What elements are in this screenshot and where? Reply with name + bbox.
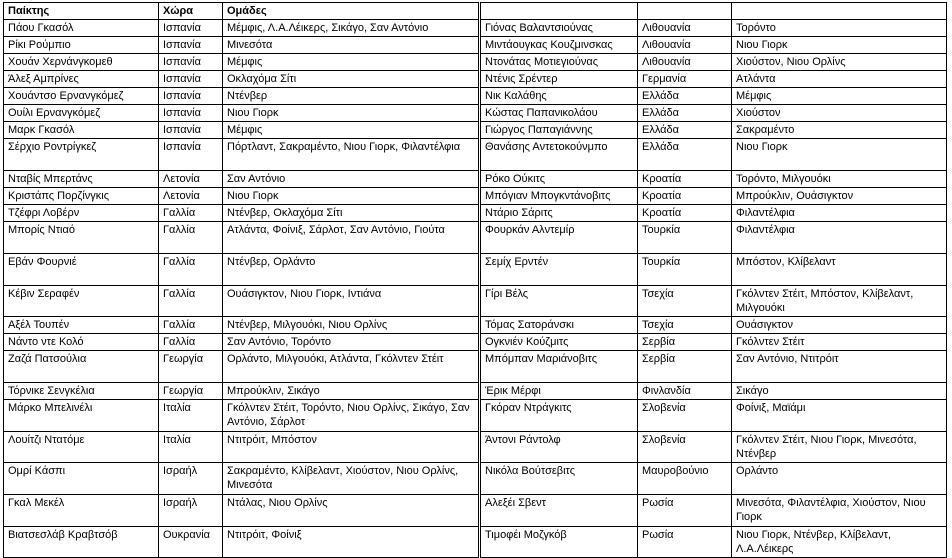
- player-country: Κροατία: [638, 188, 732, 205]
- table-row: [4, 222, 947, 254]
- table-row: [4, 20, 947, 37]
- player-name: Ρίκι Ρούμπιο: [4, 37, 159, 54]
- player-name: Τόρνικε Σενγκέλια: [4, 383, 159, 400]
- player-country: Ουκρανία: [159, 527, 223, 558]
- player-name: Μπόμπαν Μαριάνοβιτς: [481, 351, 638, 383]
- player-country: Ισραήλ: [159, 463, 223, 495]
- player-teams: Σικάγο: [732, 383, 947, 400]
- player-name: Έρικ Μέρφι: [481, 383, 638, 400]
- player-name: Ντένις Σρέντερ: [481, 71, 638, 88]
- table-row: [4, 495, 947, 527]
- player-country: Γαλλία: [159, 205, 223, 222]
- player-teams: Νιου Γιορκ: [223, 188, 479, 205]
- player-name: Τόμας Σατοράνσκι: [481, 317, 638, 334]
- player-teams: Νιου Γιορκ, Ντένβερ, Κλίβελαντ, Λ.Α.Λέικερς: [732, 527, 947, 558]
- player-name: Γκόραν Ντράγκιτς: [481, 400, 638, 432]
- header-teams: Ομάδες: [223, 3, 479, 20]
- table-row: [4, 527, 947, 558]
- table-row: [4, 334, 947, 351]
- player-name: Χουάντσο Ερνανγκόμεζ: [4, 88, 159, 105]
- player-name: Μαρκ Γκασόλ: [4, 122, 159, 139]
- player-name: Πάου Γκασόλ: [4, 20, 159, 37]
- header-country-right: [638, 3, 732, 20]
- header-row: [4, 3, 947, 20]
- player-country: Ιταλία: [159, 432, 223, 463]
- player-country: Ισπανία: [159, 122, 223, 139]
- player-teams: Φιλαντέλφια: [732, 222, 947, 254]
- player-teams: Φιλαντέλφια: [732, 205, 947, 222]
- player-country: Ελλάδα: [638, 105, 732, 122]
- table-body: [4, 3, 947, 558]
- table-row: [4, 351, 947, 383]
- player-name: Ογκνιέν Κούζμιτς: [481, 334, 638, 351]
- player-teams: Ντιτρόιτ, Μπόστον: [223, 432, 479, 463]
- player-country: Τσεχία: [638, 286, 732, 317]
- player-name: Ομρί Κάσπι: [4, 463, 159, 495]
- player-country: Ελλάδα: [638, 122, 732, 139]
- player-teams: Ντένβερ, Οκλαχόμα Σίτι: [223, 205, 479, 222]
- player-name: Θανάσης Αντετοκούνμπο: [481, 139, 638, 171]
- player-teams: Πόρτλαντ, Σακραμέντο, Νιου Γιορκ, Φιλαντέλφια: [223, 139, 479, 171]
- player-name: Γίρι Βέλς: [481, 286, 638, 317]
- table-row: [4, 400, 947, 432]
- player-teams: Χιούστον, Νιου Ορλίνς: [732, 54, 947, 71]
- player-country: Γεωργία: [159, 351, 223, 383]
- player-country: Σερβία: [638, 351, 732, 383]
- player-name: Μπόγιαν Μπογκντάνοβιτς: [481, 188, 638, 205]
- player-country: Ιταλία: [159, 400, 223, 432]
- player-country: Ελλάδα: [638, 139, 732, 171]
- table-row: [4, 105, 947, 122]
- player-teams: Σακραμέντο: [732, 122, 947, 139]
- player-name: Σέρχιο Ροντρίγκεζ: [4, 139, 159, 171]
- player-teams: Μπρούκλιν, Ουάσιγκτον: [732, 188, 947, 205]
- player-name: Άντονι Ράντολφ: [481, 432, 638, 463]
- player-country: Γεωργία: [159, 383, 223, 400]
- player-country: Ελλάδα: [638, 88, 732, 105]
- player-name: Μάρκο Μπελινέλι: [4, 400, 159, 432]
- player-teams: Ορλάντο, Μιλγουόκι, Ατλάντα, Γκόλντεν Στέιτ: [223, 351, 479, 383]
- player-teams: Μπρούκλιν, Σικάγο: [223, 383, 479, 400]
- player-teams: Ατλάντα: [732, 71, 947, 88]
- player-teams: Ουάσιγκτον: [732, 317, 947, 334]
- player-name: Τζέφρι Λοβέρν: [4, 205, 159, 222]
- player-teams: Μέμφις: [223, 54, 479, 71]
- player-name: Ρόκο Ούκιτς: [481, 171, 638, 188]
- player-name: Νταβίς Μπερτάνς: [4, 171, 159, 188]
- player-teams: Γκόλντεν Στέιτ: [732, 334, 947, 351]
- player-teams: Ντένβερ: [223, 88, 479, 105]
- player-teams: Γκόλντεν Στέιτ, Μπόστον, Κλίβελαντ, Μιλγουόκι: [732, 286, 947, 317]
- player-name: Μιντάουγκας Κουζμινσκας: [481, 37, 638, 54]
- player-teams: Γκόλντεν Στέιτ, Τορόντο, Νιου Ορλίνς, Σικάγο, Σαν Αντόνιο, Σάρλοτ: [223, 400, 479, 432]
- player-teams: Οκλαχόμα Σίτι: [223, 71, 479, 88]
- player-country: Ισπανία: [159, 37, 223, 54]
- player-country: Γερμανία: [638, 71, 732, 88]
- player-name: Χουάν Χερνάνγκομεθ: [4, 54, 159, 71]
- player-country: Ισπανία: [159, 54, 223, 71]
- player-country: Σερβία: [638, 334, 732, 351]
- player-teams: Μινεσότα, Φιλαντέλφια, Χιούστον, Νιου Γιορκ: [732, 495, 947, 527]
- player-country: Σλοβενία: [638, 400, 732, 432]
- player-country: Μαυροβούνιο: [638, 463, 732, 495]
- player-name: Κέβιν Σεραφέν: [4, 286, 159, 317]
- player-name: Γκαλ Μεκέλ: [4, 495, 159, 527]
- table-row: [4, 317, 947, 334]
- player-teams: Ντένβερ, Μιλγουόκι, Νιου Ορλίνς: [223, 317, 479, 334]
- player-country: Ισπανία: [159, 20, 223, 37]
- player-country: Κροατία: [638, 205, 732, 222]
- player-name: Ντάριο Σάριτς: [481, 205, 638, 222]
- player-teams: Σακραμέντο, Κλίβελαντ, Χιούστον, Νιου Ορλίνς, Μινεσότα: [223, 463, 479, 495]
- table-row: [4, 139, 947, 171]
- table-row: [4, 286, 947, 317]
- player-country: Ρωσία: [638, 495, 732, 527]
- player-name: Μπορίς Ντιαό: [4, 222, 159, 254]
- player-teams: Ντάλας, Νιου Ορλίνς: [223, 495, 479, 527]
- player-teams: Σαν Αντόνιο, Τορόντο: [223, 334, 479, 351]
- player-teams: Νιου Γιορκ: [732, 139, 947, 171]
- player-name: Βιατσεσλάβ Κραβτσόβ: [4, 527, 159, 558]
- player-country: Λιθουανία: [638, 20, 732, 37]
- player-name: Αλεξέι Σβεντ: [481, 495, 638, 527]
- player-country: Γαλλία: [159, 317, 223, 334]
- table-row: [4, 188, 947, 205]
- player-teams: Τορόντο, Μιλγουόκι: [732, 171, 947, 188]
- player-teams: Ντιτρόιτ, Φοίνιξ: [223, 527, 479, 558]
- player-country: Ρωσία: [638, 527, 732, 558]
- player-teams: Ατλάντα, Φοίνιξ, Σάρλοτ, Σαν Αντόνιο, Γιούτα: [223, 222, 479, 254]
- player-name: Αξέλ Τουπέν: [4, 317, 159, 334]
- player-country: Φινλανδία: [638, 383, 732, 400]
- header-country: Χώρα: [159, 3, 223, 20]
- table-row: [4, 383, 947, 400]
- player-teams: Χιούστον: [732, 105, 947, 122]
- table-row: [4, 54, 947, 71]
- player-teams: Μέμφις, Λ.Α.Λέικερς, Σικάγο, Σαν Αντόνιο: [223, 20, 479, 37]
- player-teams: Σαν Αντόνιο: [223, 171, 479, 188]
- player-country: Τουρκία: [638, 254, 732, 286]
- player-name: Νάντο ντε Κολό: [4, 334, 159, 351]
- table-row: [4, 254, 947, 286]
- player-name: Εβάν Φουρνιέ: [4, 254, 159, 286]
- player-teams: Μέμφις: [223, 122, 479, 139]
- table-row: [4, 171, 947, 188]
- player-teams: Ορλάντο: [732, 463, 947, 495]
- header-teams-right: [732, 3, 947, 20]
- player-country: Κροατία: [638, 171, 732, 188]
- table-row: [4, 432, 947, 463]
- table-row: [4, 205, 947, 222]
- player-name: Νικόλα Βούτσεβιτς: [481, 463, 638, 495]
- player-country: Τουρκία: [638, 222, 732, 254]
- player-teams: Μπόστον, Κλίβελαντ: [732, 254, 947, 286]
- player-country: Ισπανία: [159, 71, 223, 88]
- player-country: Γαλλία: [159, 334, 223, 351]
- table-row: [4, 37, 947, 54]
- player-teams: Ουάσιγκτον, Νιου Γιορκ, Ιντιάνα: [223, 286, 479, 317]
- player-country: Ισπανία: [159, 88, 223, 105]
- table-row: [4, 71, 947, 88]
- player-country: Γαλλία: [159, 286, 223, 317]
- player-name: Τιμοφέι Μοζγκόβ: [481, 527, 638, 558]
- player-teams: Μέμφις: [732, 88, 947, 105]
- player-country: Ισπανία: [159, 105, 223, 122]
- player-name: Κώστας Παπανικολάου: [481, 105, 638, 122]
- header-player: Παίκτης: [4, 3, 159, 20]
- player-name: Ντονάτας Μοτιεγιούνας: [481, 54, 638, 71]
- table-row: [4, 463, 947, 495]
- player-name: Άλεξ Αμπρίνες: [4, 71, 159, 88]
- table-row: [4, 88, 947, 105]
- player-country: Ισπανία: [159, 139, 223, 171]
- player-name: Σεμίχ Ερντέν: [481, 254, 638, 286]
- player-name: Λουίτζι Ντατόμε: [4, 432, 159, 463]
- player-teams: Σαν Αντόνιο, Ντιτρόιτ: [732, 351, 947, 383]
- player-name: Ουίλι Ερνανγκόμεζ: [4, 105, 159, 122]
- table-row: [4, 122, 947, 139]
- player-name: Γιόνας Βαλαντσιούνας: [481, 20, 638, 37]
- player-name: Ζαζά Πατσούλια: [4, 351, 159, 383]
- player-country: Λιθουανία: [638, 37, 732, 54]
- player-country: Λετονία: [159, 171, 223, 188]
- player-teams: Ντένβερ, Ορλάντο: [223, 254, 479, 286]
- header-player-right: [481, 3, 638, 20]
- player-country: Λιθουανία: [638, 54, 732, 71]
- player-name: Γιώργος Παπαγιάννης: [481, 122, 638, 139]
- player-teams: Φοίνιξ, Μαϊάμι: [732, 400, 947, 432]
- player-teams: Γκόλντεν Στέιτ, Νιου Γιορκ, Μινεσότα, Ντένβερ: [732, 432, 947, 463]
- player-name: Φουρκάν Αλντεμίρ: [481, 222, 638, 254]
- player-country: Γαλλία: [159, 254, 223, 286]
- player-country: Σλοβενία: [638, 432, 732, 463]
- player-country: Λετονία: [159, 188, 223, 205]
- player-teams: Τορόντο: [732, 20, 947, 37]
- player-teams: Νιου Γιορκ: [732, 37, 947, 54]
- players-table: [3, 2, 947, 558]
- player-country: Ισραήλ: [159, 495, 223, 527]
- player-teams: Νιου Γιορκ: [223, 105, 479, 122]
- player-name: Νικ Καλάθης: [481, 88, 638, 105]
- player-teams: Μινεσότα: [223, 37, 479, 54]
- player-name: Κριστάπς Πορζίνγκις: [4, 188, 159, 205]
- player-country: Τσεχία: [638, 317, 732, 334]
- player-country: Γαλλία: [159, 222, 223, 254]
